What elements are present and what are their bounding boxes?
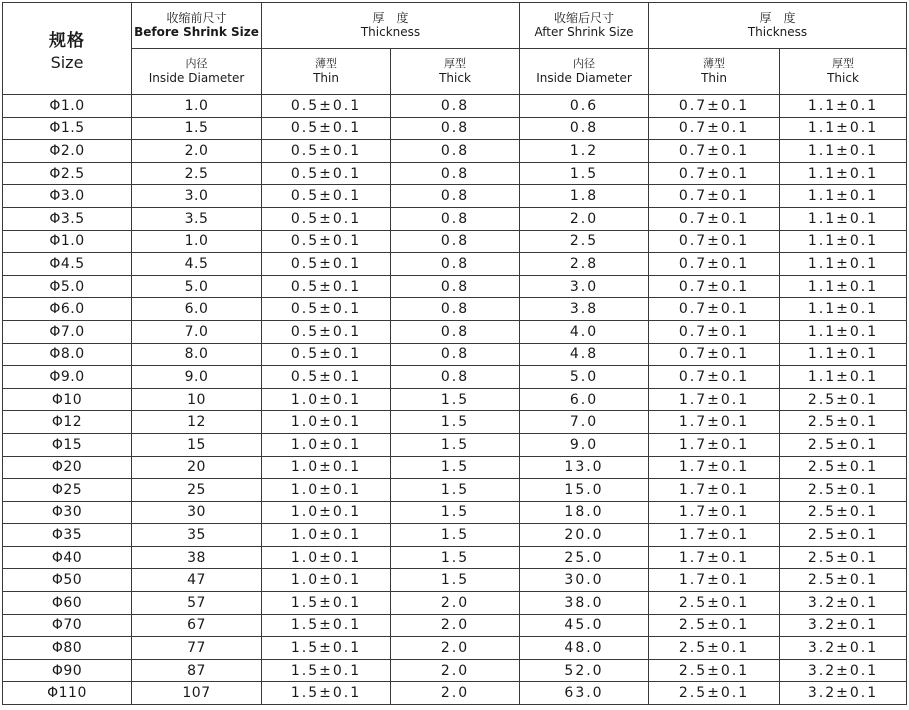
after-shrink-header bbox=[520, 3, 649, 49]
cell-inside-diameter-after: 3.8 bbox=[520, 298, 649, 321]
size-header bbox=[3, 3, 132, 95]
table-row bbox=[3, 366, 907, 389]
cell-thick-after: 1.1±0.1 bbox=[780, 275, 907, 298]
cell-thin-after: 2.5±0.1 bbox=[649, 659, 780, 682]
table-row bbox=[3, 524, 907, 547]
before-shrink-header-zh: 收缩前尺寸 bbox=[166, 11, 227, 25]
cell-thick-after: 1.1±0.1 bbox=[780, 95, 907, 118]
cell-thin-before: 0.5±0.1 bbox=[262, 343, 391, 366]
cell-thick-after: 1.1±0.1 bbox=[780, 140, 907, 163]
cell-inside-diameter-after: 1.5 bbox=[520, 162, 649, 185]
cell-thick-after: 2.5±0.1 bbox=[780, 501, 907, 524]
inside-diameter-before-zh: 内径 bbox=[185, 57, 208, 70]
cell-inside-diameter-after: 3.0 bbox=[520, 275, 649, 298]
cell-size: Φ8.0 bbox=[3, 343, 132, 366]
cell-thin-before: 0.5±0.1 bbox=[262, 140, 391, 163]
cell-inside-diameter-after: 2.5 bbox=[520, 230, 649, 253]
cell-size: Φ60 bbox=[3, 592, 132, 615]
cell-thick-before: 0.8 bbox=[391, 253, 520, 276]
inside-diameter-after-header bbox=[520, 49, 649, 95]
cell-thick-before: 1.5 bbox=[391, 411, 520, 434]
cell-inside-diameter-after: 0.6 bbox=[520, 95, 649, 118]
cell-thin-before: 1.0±0.1 bbox=[262, 569, 391, 592]
cell-thick-before: 0.8 bbox=[391, 95, 520, 118]
cell-inside-diameter-after: 45.0 bbox=[520, 614, 649, 637]
cell-thin-before: 1.0±0.1 bbox=[262, 479, 391, 502]
cell-inside-diameter-after: 7.0 bbox=[520, 411, 649, 434]
cell-inside-diameter-before: 1.5 bbox=[132, 117, 262, 140]
table-row bbox=[3, 140, 907, 163]
cell-thin-before: 1.0±0.1 bbox=[262, 524, 391, 547]
cell-inside-diameter-before: 1.0 bbox=[132, 230, 262, 253]
cell-inside-diameter-before: 35 bbox=[132, 524, 262, 547]
cell-thick-after: 2.5±0.1 bbox=[780, 524, 907, 547]
cell-thin-after: 2.5±0.1 bbox=[649, 682, 780, 705]
cell-thick-after: 3.2±0.1 bbox=[780, 637, 907, 660]
cell-size: Φ110 bbox=[3, 682, 132, 705]
cell-size: Φ2.5 bbox=[3, 162, 132, 185]
cell-thin-after: 1.7±0.1 bbox=[649, 546, 780, 569]
cell-size: Φ40 bbox=[3, 546, 132, 569]
cell-inside-diameter-before: 20 bbox=[132, 456, 262, 479]
cell-size: Φ20 bbox=[3, 456, 132, 479]
table-row bbox=[3, 388, 907, 411]
table-row bbox=[3, 433, 907, 456]
cell-inside-diameter-after: 18.0 bbox=[520, 501, 649, 524]
table-row bbox=[3, 501, 907, 524]
cell-thin-after: 0.7±0.1 bbox=[649, 185, 780, 208]
cell-thin-before: 1.5±0.1 bbox=[262, 637, 391, 660]
cell-thick-before: 1.5 bbox=[391, 479, 520, 502]
cell-thin-after: 0.7±0.1 bbox=[649, 320, 780, 343]
cell-thin-before: 0.5±0.1 bbox=[262, 366, 391, 389]
table-row bbox=[3, 253, 907, 276]
cell-inside-diameter-before: 87 bbox=[132, 659, 262, 682]
cell-thin-after: 0.7±0.1 bbox=[649, 275, 780, 298]
cell-thick-before: 1.5 bbox=[391, 433, 520, 456]
cell-inside-diameter-after: 1.8 bbox=[520, 185, 649, 208]
cell-inside-diameter-before: 10 bbox=[132, 388, 262, 411]
thick-after-zh: 厚型 bbox=[832, 57, 854, 70]
table-row bbox=[3, 117, 907, 140]
cell-inside-diameter-before: 2.0 bbox=[132, 140, 262, 163]
cell-inside-diameter-before: 38 bbox=[132, 546, 262, 569]
cell-size: Φ2.0 bbox=[3, 140, 132, 163]
cell-inside-diameter-before: 1.0 bbox=[132, 95, 262, 118]
cell-thin-before: 0.5±0.1 bbox=[262, 253, 391, 276]
cell-thin-before: 0.5±0.1 bbox=[262, 320, 391, 343]
spec-table-body bbox=[3, 95, 907, 705]
cell-size: Φ6.0 bbox=[3, 298, 132, 321]
cell-inside-diameter-after: 48.0 bbox=[520, 637, 649, 660]
cell-size: Φ1.0 bbox=[3, 230, 132, 253]
table-row bbox=[3, 275, 907, 298]
cell-thick-before: 0.8 bbox=[391, 117, 520, 140]
table-row bbox=[3, 546, 907, 569]
thickness-before-header bbox=[262, 3, 520, 49]
cell-thick-after: 2.5±0.1 bbox=[780, 569, 907, 592]
cell-thick-before: 1.5 bbox=[391, 569, 520, 592]
cell-inside-diameter-after: 30.0 bbox=[520, 569, 649, 592]
table-row bbox=[3, 230, 907, 253]
cell-thick-before: 0.8 bbox=[391, 230, 520, 253]
cell-thin-after: 1.7±0.1 bbox=[649, 501, 780, 524]
cell-thin-before: 0.5±0.1 bbox=[262, 117, 391, 140]
cell-thick-after: 1.1±0.1 bbox=[780, 185, 907, 208]
cell-inside-diameter-after: 2.0 bbox=[520, 207, 649, 230]
table-row bbox=[3, 207, 907, 230]
cell-thick-before: 0.8 bbox=[391, 140, 520, 163]
cell-inside-diameter-after: 52.0 bbox=[520, 659, 649, 682]
cell-thick-before: 0.8 bbox=[391, 185, 520, 208]
cell-thick-after: 1.1±0.1 bbox=[780, 117, 907, 140]
thick-before-zh: 厚型 bbox=[444, 57, 466, 70]
cell-size: Φ30 bbox=[3, 501, 132, 524]
cell-size: Φ7.0 bbox=[3, 320, 132, 343]
cell-thin-after: 0.7±0.1 bbox=[649, 140, 780, 163]
cell-thick-after: 1.1±0.1 bbox=[780, 207, 907, 230]
cell-thin-before: 0.5±0.1 bbox=[262, 298, 391, 321]
cell-thin-after: 1.7±0.1 bbox=[649, 569, 780, 592]
cell-size: Φ3.0 bbox=[3, 185, 132, 208]
header-row-top bbox=[3, 3, 907, 49]
cell-inside-diameter-after: 63.0 bbox=[520, 682, 649, 705]
cell-thin-after: 1.7±0.1 bbox=[649, 524, 780, 547]
cell-inside-diameter-before: 47 bbox=[132, 569, 262, 592]
cell-thick-after: 1.1±0.1 bbox=[780, 230, 907, 253]
table-row bbox=[3, 95, 907, 118]
cell-thick-before: 1.5 bbox=[391, 456, 520, 479]
cell-thick-before: 1.5 bbox=[391, 546, 520, 569]
cell-inside-diameter-after: 6.0 bbox=[520, 388, 649, 411]
size-header-zh: 规格 bbox=[49, 30, 85, 51]
cell-inside-diameter-after: 13.0 bbox=[520, 456, 649, 479]
thick-before-en: Thick bbox=[439, 71, 471, 85]
thin-after-zh: 薄型 bbox=[703, 57, 725, 70]
cell-inside-diameter-after: 9.0 bbox=[520, 433, 649, 456]
table-row bbox=[3, 162, 907, 185]
cell-thin-before: 1.0±0.1 bbox=[262, 388, 391, 411]
cell-size: Φ10 bbox=[3, 388, 132, 411]
cell-thin-after: 0.7±0.1 bbox=[649, 230, 780, 253]
inside-diameter-after-zh: 内径 bbox=[573, 57, 595, 70]
cell-thick-after: 2.5±0.1 bbox=[780, 546, 907, 569]
cell-thin-before: 1.5±0.1 bbox=[262, 659, 391, 682]
cell-thick-after: 3.2±0.1 bbox=[780, 682, 907, 705]
cell-inside-diameter-after: 15.0 bbox=[520, 479, 649, 502]
cell-thin-after: 1.7±0.1 bbox=[649, 388, 780, 411]
cell-inside-diameter-before: 3.0 bbox=[132, 185, 262, 208]
cell-thick-before: 0.8 bbox=[391, 343, 520, 366]
cell-size: Φ80 bbox=[3, 637, 132, 660]
table-row bbox=[3, 456, 907, 479]
cell-thick-after: 3.2±0.1 bbox=[780, 659, 907, 682]
cell-inside-diameter-after: 38.0 bbox=[520, 592, 649, 615]
cell-thick-after: 1.1±0.1 bbox=[780, 253, 907, 276]
thickness-before-header-en: Thickness bbox=[360, 25, 421, 39]
cell-thin-before: 1.5±0.1 bbox=[262, 614, 391, 637]
cell-inside-diameter-after: 1.2 bbox=[520, 140, 649, 163]
thick-after-en: Thick bbox=[827, 71, 859, 85]
cell-thin-after: 0.7±0.1 bbox=[649, 117, 780, 140]
cell-thin-after: 1.7±0.1 bbox=[649, 411, 780, 434]
thickness-before-header-zh: 厚 度 bbox=[372, 11, 409, 25]
cell-thick-after: 2.5±0.1 bbox=[780, 456, 907, 479]
cell-thick-after: 1.1±0.1 bbox=[780, 320, 907, 343]
cell-inside-diameter-after: 25.0 bbox=[520, 546, 649, 569]
inside-diameter-before-header bbox=[132, 49, 262, 95]
thin-after-header bbox=[649, 49, 780, 95]
cell-thick-after: 1.1±0.1 bbox=[780, 298, 907, 321]
cell-inside-diameter-before: 30 bbox=[132, 501, 262, 524]
table-row bbox=[3, 637, 907, 660]
header-row-sub bbox=[3, 49, 907, 95]
cell-inside-diameter-after: 5.0 bbox=[520, 366, 649, 389]
cell-thick-after: 1.1±0.1 bbox=[780, 162, 907, 185]
cell-thin-before: 1.0±0.1 bbox=[262, 433, 391, 456]
cell-thick-after: 2.5±0.1 bbox=[780, 411, 907, 434]
cell-inside-diameter-before: 9.0 bbox=[132, 366, 262, 389]
cell-thick-before: 2.0 bbox=[391, 637, 520, 660]
cell-thin-after: 0.7±0.1 bbox=[649, 162, 780, 185]
cell-inside-diameter-before: 77 bbox=[132, 637, 262, 660]
cell-thin-after: 2.5±0.1 bbox=[649, 592, 780, 615]
cell-inside-diameter-before: 8.0 bbox=[132, 343, 262, 366]
cell-thick-before: 0.8 bbox=[391, 207, 520, 230]
cell-thick-after: 2.5±0.1 bbox=[780, 388, 907, 411]
cell-thick-after: 1.1±0.1 bbox=[780, 343, 907, 366]
cell-thin-after: 0.7±0.1 bbox=[649, 298, 780, 321]
thickness-after-header-en: Thickness bbox=[747, 25, 808, 39]
cell-inside-diameter-before: 2.5 bbox=[132, 162, 262, 185]
cell-size: Φ90 bbox=[3, 659, 132, 682]
cell-inside-diameter-after: 2.8 bbox=[520, 253, 649, 276]
cell-thick-before: 1.5 bbox=[391, 388, 520, 411]
cell-thick-before: 0.8 bbox=[391, 366, 520, 389]
cell-thin-before: 1.0±0.1 bbox=[262, 546, 391, 569]
cell-size: Φ35 bbox=[3, 524, 132, 547]
cell-thin-before: 0.5±0.1 bbox=[262, 185, 391, 208]
cell-thick-after: 2.5±0.1 bbox=[780, 433, 907, 456]
cell-thin-before: 1.5±0.1 bbox=[262, 682, 391, 705]
cell-size: Φ5.0 bbox=[3, 275, 132, 298]
cell-thick-after: 3.2±0.1 bbox=[780, 592, 907, 615]
thin-before-zh: 薄型 bbox=[315, 57, 337, 70]
table-row bbox=[3, 185, 907, 208]
cell-thin-before: 1.0±0.1 bbox=[262, 456, 391, 479]
cell-thin-before: 1.5±0.1 bbox=[262, 592, 391, 615]
cell-inside-diameter-before: 25 bbox=[132, 479, 262, 502]
cell-thin-before: 0.5±0.1 bbox=[262, 275, 391, 298]
cell-thin-after: 1.7±0.1 bbox=[649, 479, 780, 502]
before-shrink-header bbox=[132, 3, 262, 49]
thickness-after-header bbox=[649, 3, 907, 49]
cell-size: Φ15 bbox=[3, 433, 132, 456]
cell-thin-after: 2.5±0.1 bbox=[649, 614, 780, 637]
cell-size: Φ12 bbox=[3, 411, 132, 434]
cell-thick-after: 2.5±0.1 bbox=[780, 479, 907, 502]
shrink-tube-spec-table bbox=[2, 2, 907, 705]
cell-thin-before: 1.0±0.1 bbox=[262, 411, 391, 434]
cell-size: Φ25 bbox=[3, 479, 132, 502]
cell-thin-after: 0.7±0.1 bbox=[649, 343, 780, 366]
table-row bbox=[3, 320, 907, 343]
thick-before-header bbox=[391, 49, 520, 95]
table-row bbox=[3, 592, 907, 615]
cell-size: Φ1.0 bbox=[3, 95, 132, 118]
cell-thin-after: 0.7±0.1 bbox=[649, 207, 780, 230]
cell-size: Φ4.5 bbox=[3, 253, 132, 276]
inside-diameter-before-en: Inside Diameter bbox=[148, 71, 245, 85]
table-row bbox=[3, 298, 907, 321]
cell-thin-before: 0.5±0.1 bbox=[262, 230, 391, 253]
cell-size: Φ50 bbox=[3, 569, 132, 592]
cell-thin-before: 1.0±0.1 bbox=[262, 501, 391, 524]
cell-thick-before: 2.0 bbox=[391, 614, 520, 637]
cell-inside-diameter-after: 4.8 bbox=[520, 343, 649, 366]
cell-inside-diameter-after: 4.0 bbox=[520, 320, 649, 343]
cell-thin-after: 2.5±0.1 bbox=[649, 637, 780, 660]
cell-thick-before: 1.5 bbox=[391, 524, 520, 547]
cell-inside-diameter-before: 7.0 bbox=[132, 320, 262, 343]
thick-after-header bbox=[780, 49, 907, 95]
cell-thin-after: 0.7±0.1 bbox=[649, 95, 780, 118]
cell-size: Φ3.5 bbox=[3, 207, 132, 230]
cell-inside-diameter-before: 4.5 bbox=[132, 253, 262, 276]
cell-inside-diameter-before: 12 bbox=[132, 411, 262, 434]
cell-thin-before: 0.5±0.1 bbox=[262, 95, 391, 118]
before-shrink-header-en: Before Shrink Size bbox=[134, 25, 259, 39]
table-row bbox=[3, 659, 907, 682]
table-row bbox=[3, 411, 907, 434]
cell-thick-before: 2.0 bbox=[391, 592, 520, 615]
cell-inside-diameter-after: 20.0 bbox=[520, 524, 649, 547]
thin-before-en: Thin bbox=[313, 71, 339, 85]
cell-size: Φ70 bbox=[3, 614, 132, 637]
cell-inside-diameter-after: 0.8 bbox=[520, 117, 649, 140]
table-row bbox=[3, 569, 907, 592]
cell-inside-diameter-before: 15 bbox=[132, 433, 262, 456]
cell-thick-after: 1.1±0.1 bbox=[780, 366, 907, 389]
table-row bbox=[3, 682, 907, 705]
cell-size: Φ9.0 bbox=[3, 366, 132, 389]
after-shrink-header-en: After Shrink Size bbox=[534, 25, 634, 39]
cell-thin-before: 0.5±0.1 bbox=[262, 162, 391, 185]
cell-thick-before: 2.0 bbox=[391, 659, 520, 682]
size-header-en: Size bbox=[50, 52, 84, 72]
cell-inside-diameter-before: 5.0 bbox=[132, 275, 262, 298]
thin-after-en: Thin bbox=[701, 71, 727, 85]
thickness-after-header-zh: 厚 度 bbox=[759, 11, 796, 25]
thin-before-header bbox=[262, 49, 391, 95]
inside-diameter-after-en: Inside Diameter bbox=[536, 71, 632, 85]
cell-thin-after: 1.7±0.1 bbox=[649, 456, 780, 479]
cell-thick-before: 1.5 bbox=[391, 501, 520, 524]
cell-thick-before: 0.8 bbox=[391, 298, 520, 321]
cell-thin-after: 1.7±0.1 bbox=[649, 433, 780, 456]
cell-inside-diameter-before: 67 bbox=[132, 614, 262, 637]
cell-thick-before: 0.8 bbox=[391, 320, 520, 343]
cell-thick-before: 0.8 bbox=[391, 275, 520, 298]
cell-inside-diameter-before: 57 bbox=[132, 592, 262, 615]
cell-inside-diameter-before: 107 bbox=[132, 682, 262, 705]
cell-thin-after: 0.7±0.1 bbox=[649, 366, 780, 389]
cell-size: Φ1.5 bbox=[3, 117, 132, 140]
after-shrink-header-zh: 收缩后尺寸 bbox=[553, 11, 614, 25]
cell-thick-after: 3.2±0.1 bbox=[780, 614, 907, 637]
table-row bbox=[3, 343, 907, 366]
table-row bbox=[3, 614, 907, 637]
table-row bbox=[3, 479, 907, 502]
cell-inside-diameter-before: 3.5 bbox=[132, 207, 262, 230]
cell-thick-before: 0.8 bbox=[391, 162, 520, 185]
cell-inside-diameter-before: 6.0 bbox=[132, 298, 262, 321]
cell-thin-after: 0.7±0.1 bbox=[649, 253, 780, 276]
cell-thin-before: 0.5±0.1 bbox=[262, 207, 391, 230]
cell-thick-before: 2.0 bbox=[391, 682, 520, 705]
